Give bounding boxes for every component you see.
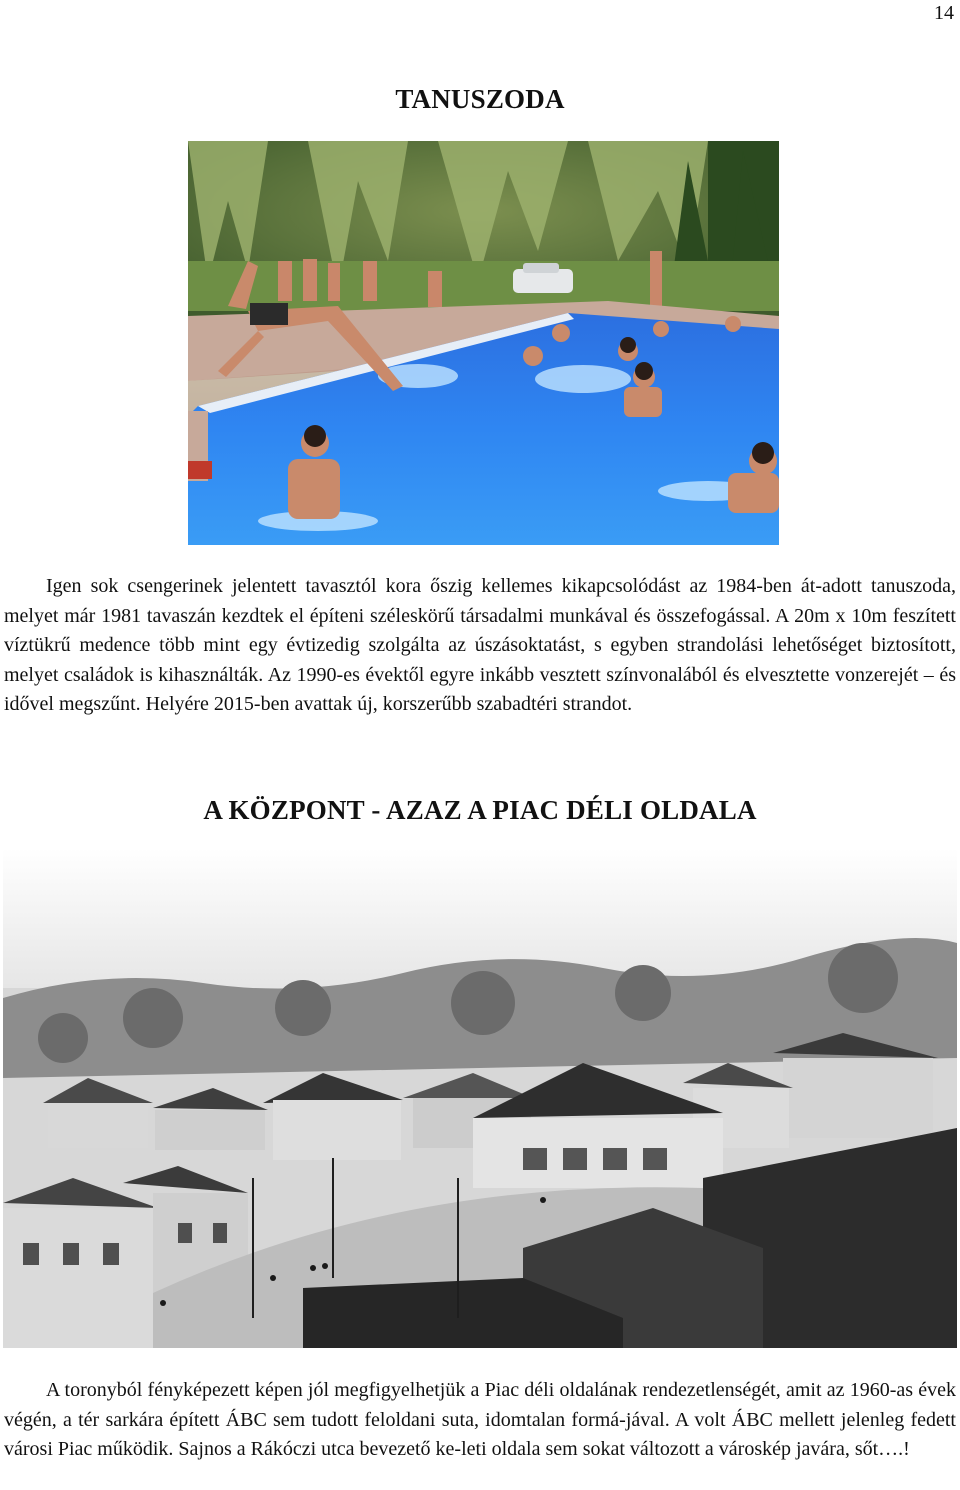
section-title-kozpont: A KÖZPONT - AZAZ A PIAC DÉLI OLDALA	[203, 795, 757, 825]
square-description-paragraph: A toronyból fényképezett képen jól megfigyelhetjük a Piac déli oldalának rendezetlenségét, amit az 1960-as évek végén, a tér sarkára épített ÁBC sem tudott feloldani suta, idomtalan formá-jával. A volt ÁBC mellett jelenleg fedett városi Piac működik. Sajnos a Rákóczi utca bevezető ke-leti oldala sem sokat változott a városkép javára, sőt….!	[4, 1379, 956, 1460]
swimming-pool-photo	[188, 141, 779, 545]
market-square-photo	[3, 848, 957, 1348]
section-title-tanuszoda: TANUSZODA	[395, 84, 565, 114]
page-number: 14	[934, 2, 954, 24]
pool-description-paragraph: Igen sok csengerinek jelentett tavasztól kora őszig kellemes kikapcsolódást az 1984-ben át-adott tanuszoda, melyet már 1981 tavaszán kezdtek el építeni széleskörű társadalmi munkával és összefogással. A 20m x 10m feszített víztükrű medence több mint egy évtizedig szolgálta az úszásoktatást, s egyben strandolási lehetőséget biztosított, melyet családok is kihasználták. Az 1990-es évektől egyre inkább vesztett színvonalából és elvesztette vonzerejét – és idővel megszűnt. Helyére 2015-ben avattak új, korszerűbb szabadtéri strandot.	[4, 575, 956, 715]
